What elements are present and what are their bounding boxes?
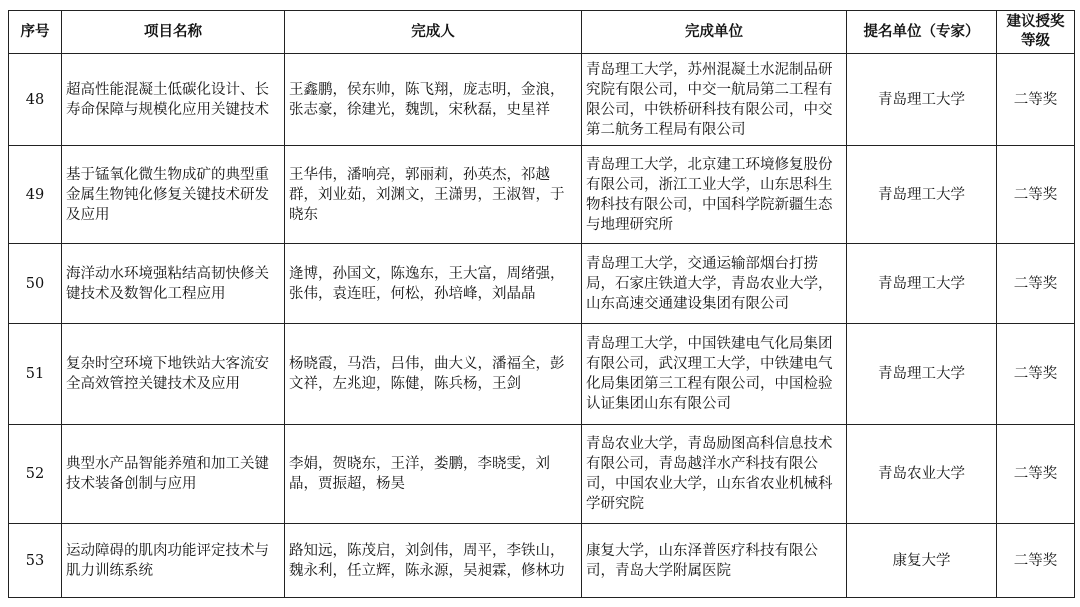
- cell-org: 青岛农业大学，青岛励图高科信息技术有限公司，青岛越洋水产科技有限公司，中国农业大学，山东省农业机械科学研究院: [582, 425, 847, 524]
- cell-org: 青岛理工大学，北京建工环境修复股份有限公司，浙江工业大学，山东思科生物科技有限公司，中国科学院新疆生态与地理研究所: [582, 146, 847, 244]
- header-org: 完成单位: [582, 11, 847, 54]
- cell-grade: 二等奖: [997, 244, 1075, 324]
- header-nominator: 提名单位（专家）: [847, 11, 997, 54]
- table-row: [9, 425, 1075, 524]
- cell-org: 青岛理工大学，交通运输部烟台打捞局，石家庄铁道大学，青岛农业大学，山东高速交通建设集团有限公司: [582, 244, 847, 324]
- cell-index: 48: [9, 54, 62, 146]
- cell-nominator: 青岛农业大学: [847, 425, 997, 524]
- cell-project: 典型水产品智能养殖和加工关键技术装备创制与应用: [62, 425, 285, 524]
- awards-table-container: [8, 10, 1074, 598]
- table-header-row: [9, 11, 1075, 54]
- cell-project: 海洋动水环境强粘结高韧快修关键技术及数智化工程应用: [62, 244, 285, 324]
- awards-table: [8, 10, 1075, 598]
- cell-nominator: 青岛理工大学: [847, 146, 997, 244]
- header-grade: 建议授奖等级: [997, 11, 1075, 54]
- table-row: [9, 324, 1075, 425]
- cell-nominator: 康复大学: [847, 524, 997, 598]
- cell-people: 李娟，贺晓东，王洋，娄鹏，李晓雯，刘晶，贾振超，杨昊: [285, 425, 582, 524]
- cell-project: 基于锰氧化微生物成矿的典型重金属生物钝化修复关键技术研发及应用: [62, 146, 285, 244]
- cell-people: 王鑫鹏，侯东帅，陈飞翔，庞志明，金浪，张志豪，徐建光，魏凯，宋秋磊，史星祥: [285, 54, 582, 146]
- cell-project: 超高性能混凝土低碳化设计、长寿命保障与规模化应用关键技术: [62, 54, 285, 146]
- cell-people: 逄博，孙国文，陈逸东，王大富，周绪强，张伟，袁连旺，何松，孙培峰，刘晶晶: [285, 244, 582, 324]
- cell-org: 青岛理工大学，苏州混凝土水泥制品研究院有限公司，中交一航局第二工程有限公司，中铁桥研科技有限公司，中交第二航务工程局有限公司: [582, 54, 847, 146]
- table-row: [9, 524, 1075, 598]
- cell-people: 杨晓霞，马浩，吕伟，曲大义，潘福全，彭文祥，左兆迎，陈健，陈兵杨，王剑: [285, 324, 582, 425]
- cell-grade: 二等奖: [997, 324, 1075, 425]
- cell-project: 运动障碍的肌肉功能评定技术与肌力训练系统: [62, 524, 285, 598]
- cell-index: 52: [9, 425, 62, 524]
- header-index: 序号: [9, 11, 62, 54]
- cell-index: 50: [9, 244, 62, 324]
- cell-grade: 二等奖: [997, 425, 1075, 524]
- cell-nominator: 青岛理工大学: [847, 244, 997, 324]
- cell-index: 49: [9, 146, 62, 244]
- cell-org: 康复大学，山东泽普医疗科技有限公司，青岛大学附属医院: [582, 524, 847, 598]
- cell-project: 复杂时空环境下地铁站大客流安全高效管控关键技术及应用: [62, 324, 285, 425]
- cell-people: 王华伟，潘响亮，郭丽莉，孙英杰，祁越群，刘业茹，刘渊文，王潇男，王淑智，于晓东: [285, 146, 582, 244]
- cell-index: 53: [9, 524, 62, 598]
- cell-nominator: 青岛理工大学: [847, 324, 997, 425]
- cell-grade: 二等奖: [997, 54, 1075, 146]
- cell-grade: 二等奖: [997, 146, 1075, 244]
- cell-grade: 二等奖: [997, 524, 1075, 598]
- table-row: [9, 54, 1075, 146]
- cell-index: 51: [9, 324, 62, 425]
- header-project: 项目名称: [62, 11, 285, 54]
- cell-nominator: 青岛理工大学: [847, 54, 997, 146]
- cell-org: 青岛理工大学，中国铁建电气化局集团有限公司，武汉理工大学，中铁建电气化局集团第三工程有限公司，中国检验认证集团山东有限公司: [582, 324, 847, 425]
- table-row: [9, 244, 1075, 324]
- cell-people: 路知远，陈茂启，刘剑伟，周平，李铁山，魏永利，任立辉，陈永源，吴昶霖，修林功: [285, 524, 582, 598]
- header-people: 完成人: [285, 11, 582, 54]
- table-row: [9, 146, 1075, 244]
